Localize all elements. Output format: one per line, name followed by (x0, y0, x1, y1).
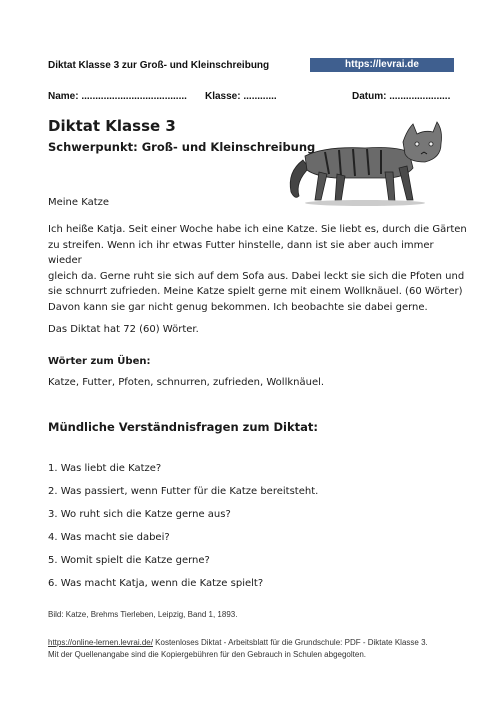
practice-words: Katze, Futter, Pfoten, schnurren, zufrieden, Wollknäuel. (48, 377, 325, 388)
image-credit: Bild: Katze, Brehms Tierleben, Leipzig, Band 1, 1893. (48, 610, 238, 619)
cat-illustration-icon (285, 112, 465, 207)
story-line: Davon kann sie gar nicht genug bekommen. Ich beobachte sie dabei gerne. (48, 301, 428, 313)
question-item: 3. Wo ruht sich die Katze gerne aus? (48, 509, 231, 520)
footer-line-1-text: Kostenloses Diktat - Arbeitsblatt für die Grundschule: PDF - Diktate Klasse 3. (152, 638, 428, 647)
footer-link[interactable]: https://online-lernen.levrai.de/ (48, 638, 153, 647)
questions-heading: Mündliche Verständnisfragen zum Diktat: (48, 420, 318, 434)
question-item: 6. Was macht Katja, wenn die Katze spielt? (48, 578, 264, 589)
story-text (48, 222, 468, 315)
story-heading: Meine Katze (48, 197, 110, 208)
class-field-label: Klasse: ............ (205, 91, 277, 102)
header-url-badge[interactable]: https://levrai.de (310, 58, 454, 72)
question-item: 4. Was macht sie dabei? (48, 532, 170, 543)
story-line: zu streifen. Wenn ich ihr etwas Futter hinstelle, dann ist sie aber auch immer wieder (48, 239, 434, 266)
page-title: Diktat Klasse 3 (48, 117, 176, 135)
header-title: Diktat Klasse 3 zur Groß- und Kleinschreibung (48, 60, 270, 71)
name-field-label: Name: ...................................... (48, 91, 187, 102)
date-field-label: Datum: ...................... (352, 91, 451, 102)
story-line: Ich heiße Katja. Seit einer Woche habe ich eine Katze. Sie liebt es, durch die Gärten (48, 224, 467, 235)
footer-line-2: Mit der Quellenangabe sind die Kopiergebühren für den Gebrauch in Schulen abgegolten. (48, 650, 366, 659)
footer-line-1 (48, 638, 428, 647)
practice-heading: Wörter zum Üben: (48, 356, 151, 367)
question-item: 1. Was liebt die Katze? (48, 463, 162, 474)
story-line: gleich da. Gerne ruht sie sich auf dem Sofa aus. Dabei leckt sie sich die Pfoten und (48, 270, 465, 282)
question-item: 5. Womit spielt die Katze gerne? (48, 555, 210, 566)
word-count: Das Diktat hat 72 (60) Wörter. (48, 324, 199, 335)
story-line: sie schnurrt zufrieden. Meine Katze spielt gerne mit einem Wollknäuel. (60 Wörter) (48, 286, 463, 297)
question-item: 2. Was passiert, wenn Futter für die Katze bereitsteht. (48, 486, 319, 497)
page-subtitle: Schwerpunkt: Groß- und Kleinschreibung (48, 140, 316, 154)
